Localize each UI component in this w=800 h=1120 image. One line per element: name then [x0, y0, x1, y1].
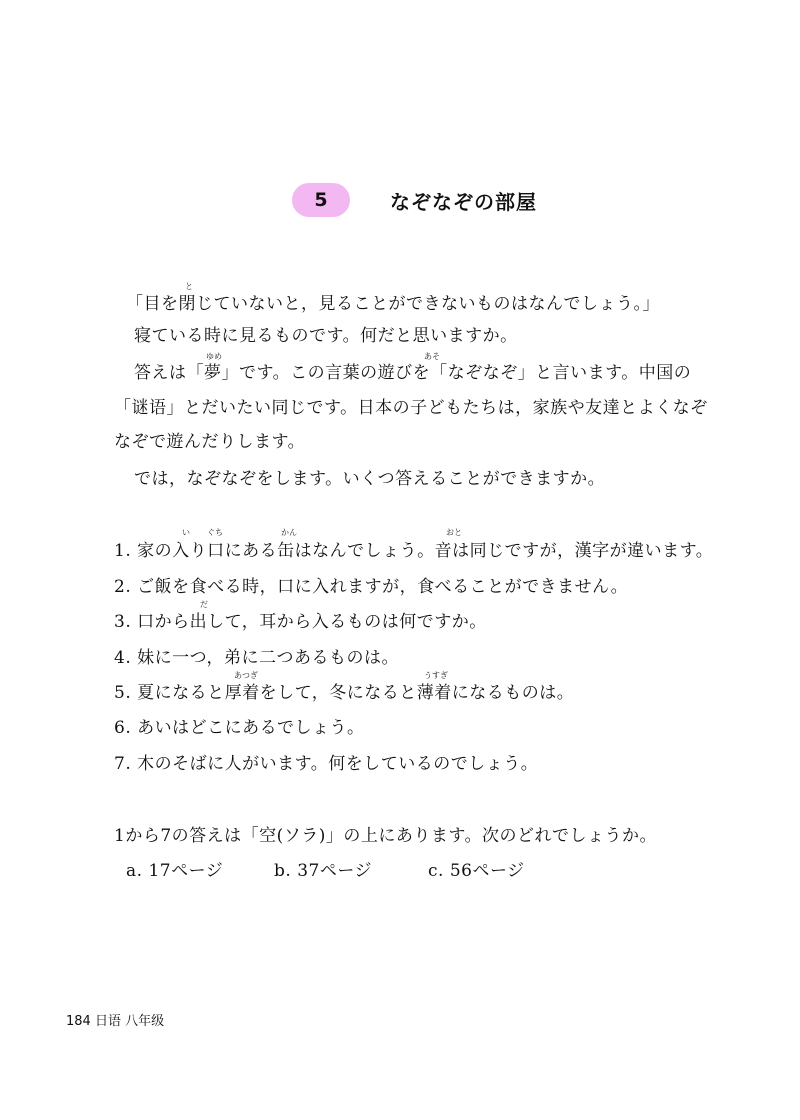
- riddle-item: 5. 夏になると厚着をして，冬になると薄着になるものは。: [114, 683, 575, 703]
- riddle-item: 6. あいはどこにあるでしょう。: [114, 718, 365, 738]
- intro-line: 「目を閉じていないと，見ることができないものはなんでしょう。」: [126, 294, 660, 314]
- ruby-annotation: い: [182, 528, 190, 537]
- ruby-annotation: だ: [200, 600, 208, 609]
- riddle-item: 3. 口から出して，耳から入るものは何ですか。: [114, 612, 487, 632]
- answer-option-c: c. 56ページ: [428, 861, 525, 881]
- intro-line: 答えは「夢」です。この言葉の遊びを「なぞなぞ」と言います。中国の: [134, 363, 692, 383]
- riddle-item: 2. ご飯を食べる時，口に入れますが，食べることができません。: [114, 577, 629, 597]
- ruby-annotation: あつぎ: [234, 671, 258, 680]
- riddle-item: 1. 家の入り口にある缶はなんでしょう。音は同じですが，漢字が違います。: [114, 541, 714, 561]
- page-number-footer: 184 日语 八年级: [66, 1014, 165, 1029]
- closing-question: 1から7の答えは「空(ソラ)」の上にあります。次のどれでしょうか。: [114, 826, 658, 846]
- ruby-annotation: ゆめ: [206, 352, 222, 361]
- ruby-annotation: と: [185, 282, 193, 291]
- intro-line: では，なぞなぞをします。いくつ答えることができますか。: [134, 469, 606, 489]
- riddle-item: 4. 妹に一つ，弟に二つあるものは。: [114, 648, 399, 668]
- ruby-annotation: おと: [446, 528, 462, 537]
- answer-option-b: b. 37ページ: [274, 861, 372, 881]
- lesson-number-badge: 5: [292, 183, 350, 217]
- intro-line: 寝ている時に見るものです。何だと思いますか。: [134, 326, 518, 346]
- intro-line: 「谜语」とだいたい同じです。日本の子どもたちは，家族や友達とよくなぞ: [114, 398, 708, 418]
- answer-option-a: a. 17ページ: [126, 861, 224, 881]
- ruby-annotation: うすぎ: [424, 671, 448, 680]
- ruby-annotation: かん: [281, 528, 297, 537]
- intro-line: なぞで遊んだりします。: [114, 432, 306, 452]
- lesson-heading: [292, 180, 537, 220]
- ruby-annotation: ぐち: [207, 528, 223, 537]
- lesson-title: なぞなぞの部屋: [390, 189, 537, 214]
- riddle-item: 7. 木のそばに人がいます。何をしているのでしょう。: [114, 754, 539, 774]
- ruby-annotation: あそ: [424, 352, 440, 361]
